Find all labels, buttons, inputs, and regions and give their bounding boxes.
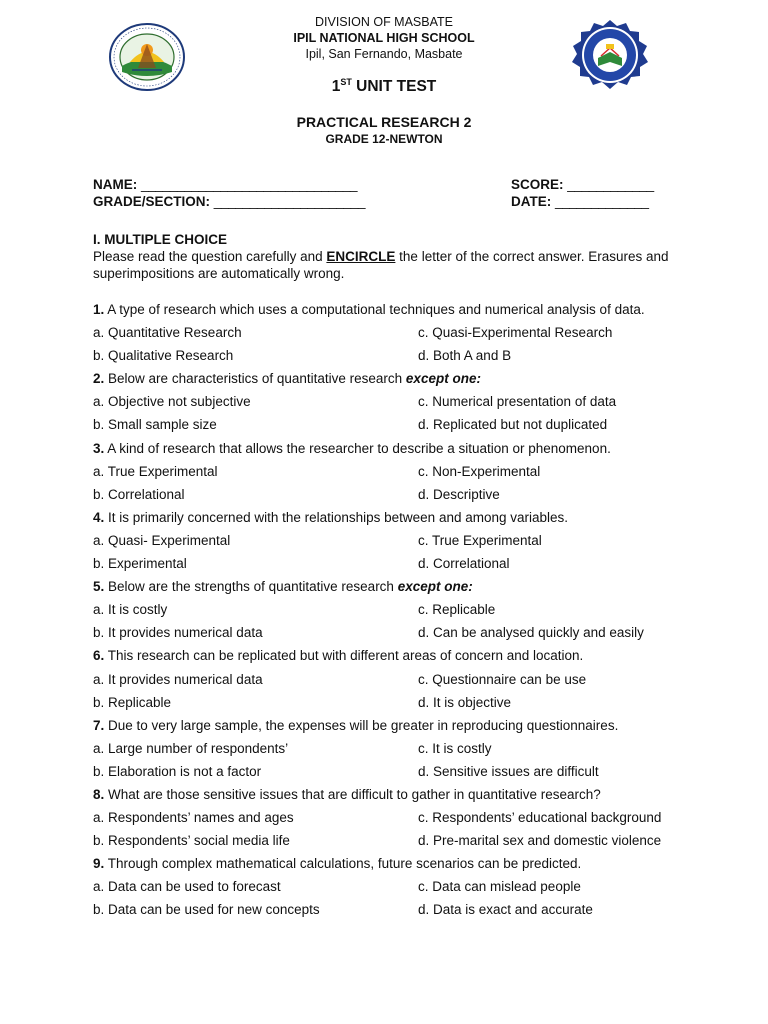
- question-number: 6.: [93, 648, 105, 664]
- option-c[interactable]: c. Respondents’ educational background: [418, 810, 662, 826]
- option-a[interactable]: a. Data can be used to forecast: [93, 879, 281, 895]
- date-blank[interactable]: _____________: [555, 194, 649, 209]
- option-d[interactable]: d. Replicated but not duplicated: [418, 417, 608, 433]
- question-number: 3.: [93, 440, 105, 456]
- option-row: [93, 878, 693, 901]
- question-item: [93, 855, 693, 924]
- document-header: [180, 14, 588, 147]
- option-a[interactable]: a. True Experimental: [93, 463, 218, 479]
- question-number: 9.: [93, 856, 105, 872]
- question-item: [93, 370, 693, 439]
- question-stem: [93, 647, 693, 670]
- option-c[interactable]: c. Non-Experimental: [418, 463, 541, 479]
- question-item: [93, 786, 693, 855]
- option-row: [93, 416, 693, 439]
- test-title-text: UNIT TEST: [356, 78, 437, 95]
- question-text: What are those sensitive issues that are difficult to gather in quantitative research?: [108, 786, 601, 802]
- grade-section-title: GRADE 12-NEWTON: [325, 132, 443, 146]
- question-text: Below are the strengths of quantitative research: [108, 579, 398, 595]
- question-stem: [93, 786, 693, 809]
- date-label: DATE:: [511, 194, 552, 209]
- question-number: 8.: [93, 786, 105, 802]
- question-number: 4.: [93, 509, 105, 525]
- question-item: [93, 301, 693, 370]
- question-text: A kind of research that allows the researcher to describe a situation or phenomenon.: [107, 440, 611, 456]
- subject-title: PRACTICAL RESEARCH 2: [296, 114, 472, 130]
- option-row: [93, 832, 693, 855]
- option-row: [93, 624, 693, 647]
- instructions-text-after: the letter of the correct answer. Erasures and superimpositions are automatically wrong.: [93, 249, 669, 281]
- date-field[interactable]: [511, 194, 649, 209]
- option-row: [93, 532, 693, 555]
- score-blank[interactable]: ____________: [567, 177, 654, 192]
- option-d[interactable]: d. Correlational: [418, 556, 510, 572]
- option-a[interactable]: a. Quantitative Research: [93, 325, 242, 341]
- option-d[interactable]: d. Descriptive: [418, 486, 500, 502]
- question-item: [93, 440, 693, 509]
- option-row: [93, 671, 693, 694]
- option-row: [93, 324, 693, 347]
- deped-seal-logo: [108, 22, 186, 92]
- question-number: 1.: [93, 302, 105, 317]
- score-label: SCORE:: [511, 177, 564, 192]
- grade-section-blank[interactable]: _____________________: [213, 194, 366, 209]
- option-d[interactable]: d. Both A and B: [418, 348, 512, 364]
- question-text: Below are characteristics of quantitative research: [108, 371, 406, 387]
- option-row: [93, 393, 693, 416]
- option-b[interactable]: b. Respondents’ social media life: [93, 833, 290, 849]
- question-stem: [93, 578, 693, 601]
- question-text: A type of research which uses a computational techniques and numerical analysis of data.: [107, 302, 645, 317]
- question-text: Through complex mathematical calculations, future scenarios can be predicted.: [107, 856, 582, 872]
- test-title: [180, 72, 588, 97]
- option-row: [93, 740, 693, 763]
- option-row: [93, 555, 693, 578]
- question-item: [93, 647, 693, 716]
- question-number: 5.: [93, 579, 105, 595]
- option-c[interactable]: c. True Experimental: [418, 532, 542, 548]
- test-number: 1: [331, 78, 341, 95]
- question-emphasis: except one:: [405, 371, 481, 387]
- option-a[interactable]: a. Objective not subjective: [93, 394, 251, 410]
- option-b[interactable]: b. Replicable: [93, 694, 172, 710]
- question-stem: [93, 717, 693, 740]
- option-b[interactable]: b. Small sample size: [93, 417, 217, 433]
- question-list: [93, 301, 693, 925]
- option-c[interactable]: c. Quasi-Experimental Research: [418, 325, 613, 341]
- option-a[interactable]: a. It is costly: [93, 602, 168, 618]
- question-stem: [93, 509, 693, 532]
- option-d[interactable]: d. Can be analysed quickly and easily: [418, 625, 644, 641]
- question-emphasis: except one:: [397, 579, 473, 595]
- option-a[interactable]: a. It provides numerical data: [93, 671, 263, 687]
- question-stem: [93, 440, 693, 463]
- name-blank[interactable]: ______________________________: [141, 177, 358, 192]
- option-row: [93, 347, 693, 370]
- question-stem: [93, 370, 693, 393]
- question-number: 7.: [93, 717, 105, 733]
- question-text: It is primarily concerned with the relationships between and among variables.: [108, 509, 569, 525]
- division-name: DIVISION OF MASBATE: [315, 15, 453, 29]
- option-d[interactable]: d. Sensitive issues are difficult: [418, 763, 599, 779]
- section-title: I. MULTIPLE CHOICE: [93, 232, 227, 247]
- option-d[interactable]: d. Pre-marital sex and domestic violence: [418, 833, 662, 849]
- option-a[interactable]: a. Respondents’ names and ages: [93, 810, 294, 826]
- question-text: Due to very large sample, the expenses will be greater in reproducing questionnaires.: [108, 717, 619, 733]
- school-name: IPIL NATIONAL HIGH SCHOOL: [293, 31, 475, 45]
- question-item: [93, 509, 693, 578]
- test-number-suffix: ST: [340, 77, 352, 87]
- student-info-fields: [93, 177, 683, 211]
- score-field[interactable]: [511, 177, 654, 192]
- option-c[interactable]: c. Questionnaire can be use: [418, 671, 587, 687]
- option-b[interactable]: b. It provides numerical data: [93, 625, 263, 641]
- question-stem: [93, 855, 693, 878]
- instructions: [93, 231, 683, 282]
- option-b[interactable]: b. Qualitative Research: [93, 348, 234, 364]
- option-a[interactable]: a. Quasi- Experimental: [93, 532, 231, 548]
- question-number: 2.: [93, 371, 105, 387]
- school-address: Ipil, San Fernando, Masbate: [305, 47, 463, 61]
- option-row: [93, 763, 693, 786]
- option-row: [93, 601, 693, 624]
- question-item: [93, 717, 693, 786]
- option-row: [93, 486, 693, 509]
- option-row: [93, 463, 693, 486]
- option-d[interactable]: d. It is objective: [418, 694, 512, 710]
- option-c[interactable]: c. It is costly: [418, 740, 492, 756]
- question-stem: [93, 301, 693, 324]
- option-c[interactable]: c. Numerical presentation of data: [418, 394, 617, 410]
- option-b[interactable]: b. Experimental: [93, 556, 187, 572]
- option-row: [93, 694, 693, 717]
- option-b[interactable]: b. Elaboration is not a factor: [93, 763, 262, 779]
- grade-section-label: GRADE/SECTION:: [93, 194, 211, 209]
- field-row: [93, 177, 683, 194]
- option-c[interactable]: c. Data can mislead people: [418, 879, 581, 895]
- option-row: [93, 809, 693, 832]
- instructions-text: [93, 248, 683, 282]
- option-c[interactable]: c. Replicable: [418, 602, 496, 618]
- grade-section-field[interactable]: [93, 194, 365, 209]
- question-text: This research can be replicated but with different areas of concern and location.: [107, 648, 584, 664]
- instructions-emphasis: ENCIRCLE: [326, 249, 396, 264]
- name-field[interactable]: [93, 177, 357, 192]
- field-row: [93, 194, 683, 211]
- option-d[interactable]: d. Data is exact and accurate: [418, 902, 593, 918]
- question-item: [93, 578, 693, 647]
- option-row: [93, 901, 693, 924]
- option-b[interactable]: b. Correlational: [93, 486, 185, 502]
- instructions-text-before: Please read the question carefully and: [93, 249, 327, 264]
- name-label: NAME:: [93, 177, 138, 192]
- option-a[interactable]: a. Large number of respondents’: [93, 740, 289, 756]
- option-b[interactable]: b. Data can be used for new concepts: [93, 902, 320, 918]
